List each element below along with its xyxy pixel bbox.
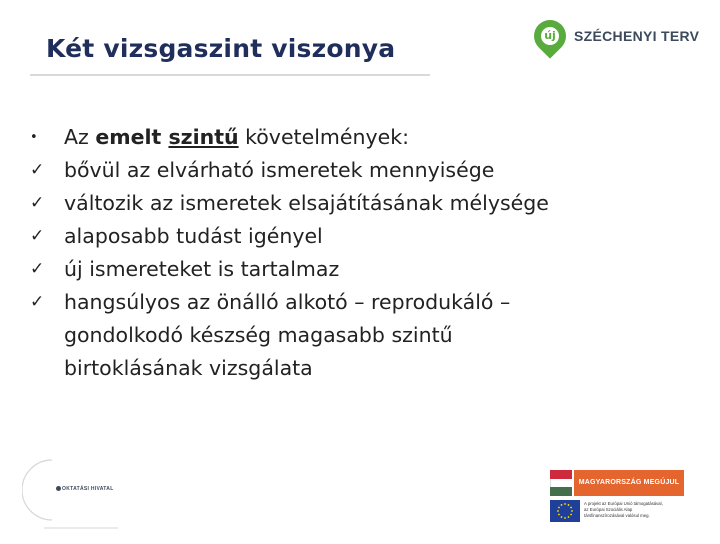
eu-text-line1: A projekt az Európai Unió támogatásával, (584, 501, 663, 506)
hungarian-flag-icon (550, 470, 572, 496)
eu-funding-logo (550, 500, 700, 526)
list-item (30, 220, 690, 253)
eu-star-icon (568, 516, 570, 518)
eu-star-icon (570, 507, 572, 509)
lead-prefix: Az (64, 125, 96, 149)
list-item-text: új ismereteket is tartalmaz (64, 257, 340, 281)
szechenyi-mark: új (541, 27, 559, 45)
list-item-text: változik az ismeretek elsajátításának mélysége (64, 191, 549, 215)
eu-star-icon (561, 504, 563, 506)
oktatasi-hivatal-text: OKTATÁSI HIVATAL (62, 486, 114, 492)
oktatasi-hivatal-arc-icon (22, 458, 132, 540)
checkmark-icon: ✓ (30, 160, 45, 180)
eu-star-icon (570, 514, 572, 516)
bullet-icon: • (30, 130, 38, 145)
lead-suffix: követelmények: (238, 125, 409, 149)
eu-star-icon (558, 514, 560, 516)
eu-star-icon (568, 504, 570, 506)
list-item-text-line1: hangsúlyos az önálló alkotó – reprodukáló – (64, 290, 511, 314)
eu-star-icon (558, 507, 560, 509)
lead-bold: emelt (95, 125, 169, 149)
slide-title: Két vizsgaszint viszonya (46, 34, 396, 63)
oktatasi-dot-icon (56, 486, 61, 491)
requirements-list (30, 121, 690, 385)
szechenyi-terv-logo (534, 20, 704, 70)
list-item (30, 187, 690, 220)
checkmark-icon: ✓ (30, 292, 45, 312)
szechenyi-logo-text: SZÉCHENYI TERV (574, 28, 700, 44)
list-item (30, 286, 690, 385)
magyarorszag-megujul-logo (550, 470, 684, 496)
eu-text-line3: társfinanszírozásával valósul meg. (584, 513, 650, 518)
eu-star-icon (561, 516, 563, 518)
eu-funding-text (584, 501, 700, 519)
eu-text-line2: az Európai Szociális Alap (584, 507, 633, 512)
eu-flag-icon (550, 500, 580, 522)
checkmark-icon: ✓ (30, 259, 45, 279)
title-divider (30, 74, 430, 76)
checkmark-icon: ✓ (30, 193, 45, 213)
list-item (30, 154, 690, 187)
magyarorszag-megujul-text: MAGYARORSZÁG MEGÚJUL (574, 470, 684, 496)
checkmark-icon: ✓ (30, 226, 45, 246)
list-item-text: alaposabb tudást igényel (64, 224, 323, 248)
eu-star-icon (571, 510, 573, 512)
list-item-text-line3: birtoklásának vizsgálata (64, 356, 313, 380)
eu-star-icon (564, 503, 566, 505)
list-item-text: bővül az elvárható ismeretek mennyisége (64, 158, 495, 182)
list-item (30, 253, 690, 286)
map-pin-icon (527, 13, 572, 58)
eu-star-icon (557, 510, 559, 512)
oktatasi-hivatal-logo (22, 458, 132, 540)
eu-star-icon (564, 517, 566, 519)
lead-bold-underlined: szintű (168, 125, 239, 149)
list-item-text-line2: gondolkodó készség magasabb szintű (64, 323, 453, 347)
list-item-lead (30, 121, 690, 154)
